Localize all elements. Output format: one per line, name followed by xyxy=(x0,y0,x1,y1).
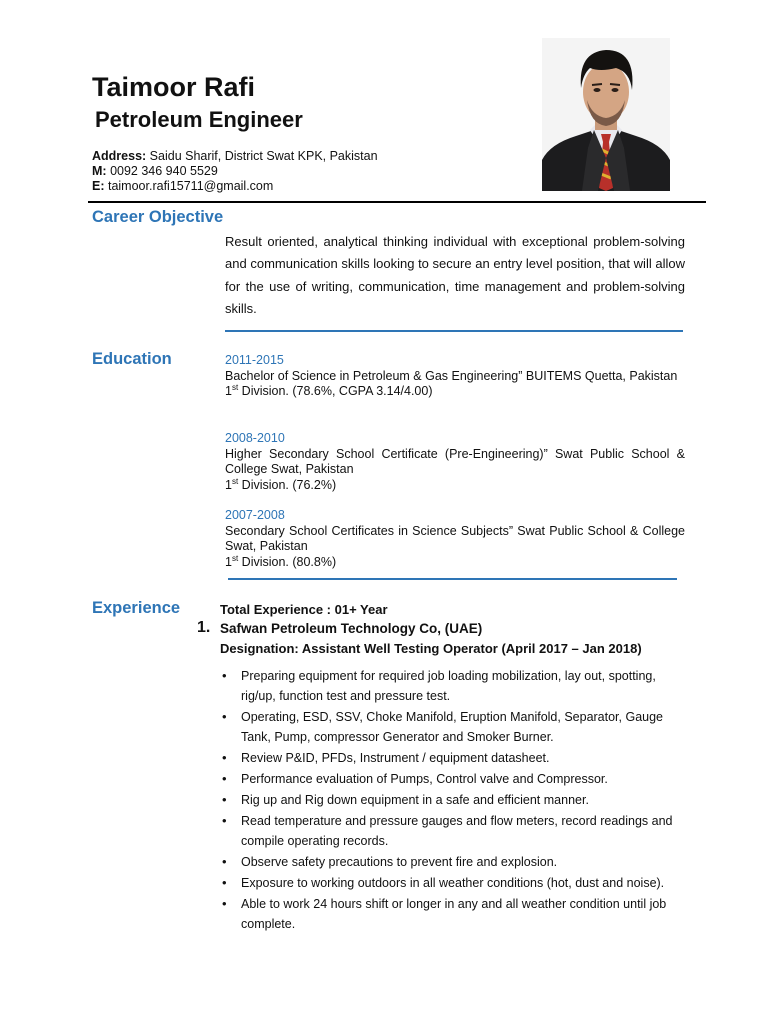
total-experience: Total Experience : 01+ Year xyxy=(220,602,388,617)
list-item: • Read temperature and pressure gauges and flow meters, record readings and compile operating records. xyxy=(222,811,686,852)
career-objective-text: Result oriented, analytical thinking individual with exceptional problem-solving and communication skills looking to secure an entry level position, that will allow for the use of writing, communication, time management and problem-solving skills. xyxy=(225,234,685,317)
mobile-label: M: xyxy=(92,164,107,178)
objective-divider xyxy=(225,330,683,332)
education-result: 1st Division. (78.6%, CGPA 3.14/4.00) xyxy=(225,383,433,399)
education-entry xyxy=(225,353,685,400)
mobile-value: 0092 346 940 5529 xyxy=(110,164,218,178)
education-degree: Secondary School Certificates in Science Subjects” Swat Public School & College Swat, Pakistan xyxy=(225,523,685,554)
mobile-line xyxy=(92,164,218,179)
education-result: 1st Division. (76.2%) xyxy=(225,476,337,492)
list-item: • Preparing equipment for required job loading mobilization, lay out, spotting, rig/up, function test and pressure test. xyxy=(222,666,686,707)
company-name: Safwan Petroleum Technology Co, (UAE) xyxy=(220,621,483,636)
education-result: 1st Division. (80.8%) xyxy=(225,553,337,569)
education-years: 2007-2008 xyxy=(225,508,285,522)
duties-list xyxy=(222,666,686,935)
list-item: • Observe safety precautions to prevent fire and explosion. xyxy=(222,852,686,872)
experience-heading: Experience xyxy=(92,599,181,617)
list-item: • Performance evaluation of Pumps, Control valve and Compressor. xyxy=(222,769,686,789)
education-heading: Education xyxy=(92,350,172,368)
candidate-name: Taimoor Rafi xyxy=(92,72,256,102)
address-label: Address: xyxy=(92,149,147,163)
list-item: • Exposure to working outdoors in all weather conditions (hot, dust and noise). xyxy=(222,873,686,893)
job-designation: Designation: Assistant Well Testing Operator (April 2017 – Jan 2018) xyxy=(220,641,642,656)
job-number: 1. xyxy=(197,619,211,636)
address-line xyxy=(92,149,378,164)
email-value: taimoor.rafi15711@gmail.com xyxy=(107,179,274,193)
education-divider xyxy=(228,578,677,580)
education-degree: Higher Secondary School Certificate (Pre-Engineering)” Swat Public School & College Swat, Pakistan xyxy=(225,446,685,477)
profile-photo-image xyxy=(542,38,670,191)
address-value: Saidu Sharif, District Swat KPK, Pakistan xyxy=(149,149,378,163)
list-item: • Rig up and Rig down equipment in a safe and efficient manner. xyxy=(222,790,686,810)
career-objective-heading: Career Objective xyxy=(92,208,224,226)
profile-photo xyxy=(542,38,670,191)
education-entry xyxy=(225,508,685,570)
header-divider xyxy=(88,201,706,203)
email-line xyxy=(92,179,273,194)
candidate-title: Petroleum Engineer xyxy=(95,107,303,132)
education-entry xyxy=(225,431,685,493)
list-item: • Able to work 24 hours shift or longer in any and all weather condition until job complete. xyxy=(222,894,686,935)
email-label: E: xyxy=(92,179,105,193)
education-years: 2008-2010 xyxy=(225,431,285,445)
education-degree: Bachelor of Science in Petroleum & Gas Engineering” BUITEMS Quetta, Pakistan xyxy=(225,368,678,383)
list-item: • Review P&ID, PFDs, Instrument / equipment datasheet. xyxy=(222,748,686,768)
list-item: • Operating, ESD, SSV, Choke Manifold, Eruption Manifold, Separator, Gauge Tank, Pump, compressor Generator and Smoker Burner. xyxy=(222,707,686,748)
education-years: 2011-2015 xyxy=(225,353,284,367)
